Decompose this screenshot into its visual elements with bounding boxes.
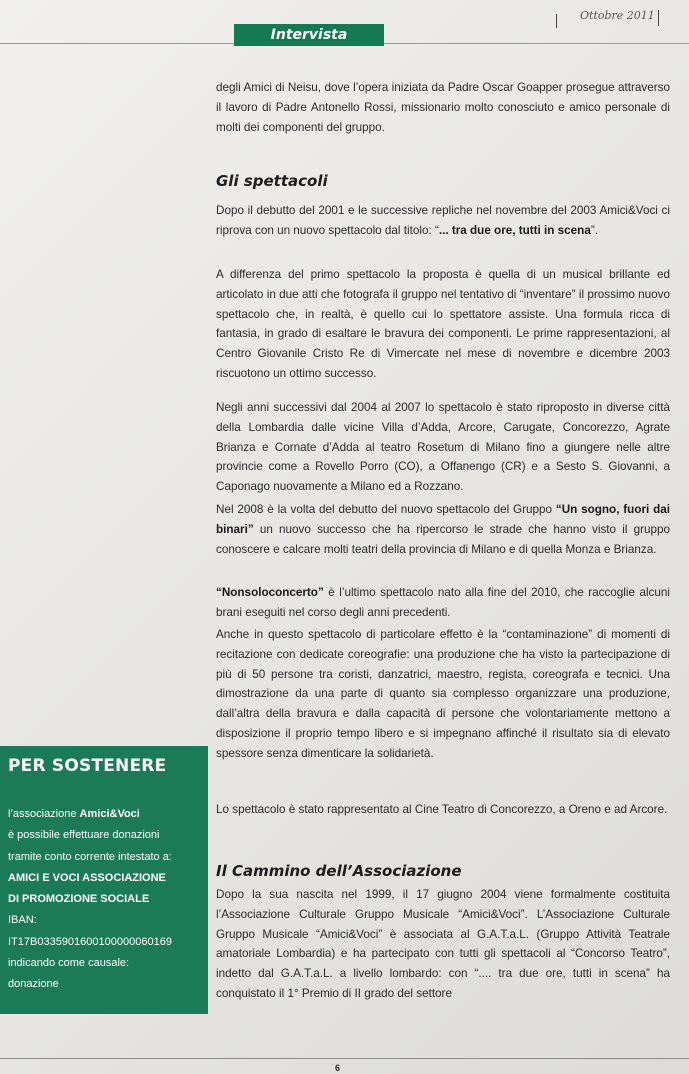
show-title: “Un sogno, fuori dai binari”: [216, 503, 670, 536]
iban-label: IBAN:: [8, 914, 37, 927]
support-body: [8, 804, 206, 996]
spettacoli-paragraph-1: Dopo il debutto del 2001 e le successive repliche nel novembre del 2003 Amici&Voci ci riprova con un nuovo spettacolo dal titolo: “... tra due ore, tutti in scena”.: [216, 204, 670, 237]
heading-spettacoli: Gli spettacoli: [216, 172, 328, 190]
spettacoli-paragraph-7: Lo spettacolo è stato rappresentato al Cine Teatro di Concorezzo, a Oreno e ad Arcore.: [216, 803, 668, 816]
header-divider: [658, 10, 659, 26]
iban-value: IT17B0335901600100000060169: [8, 935, 172, 948]
cammino-paragraph-1: Dopo la sua nascita nel 1999, il 17 giugno 2004 viene formalmente costituita l’Associazione Culturale Gruppo Musicale “Amici&Voci”. L’Associazione Culturale Gruppo Musicale “Amici&Voci” è associata al G.A.T.a.L. (Gruppo Attività Teatrale amatoriale Lombardia) e ha partecipato con tutti gli spettacoli al “Concorso Teatro”, indetto dal G.A.T.a.L. a livello lombardo: con “.... tra due ore, tutti in scena” ha conquistato il 1° Premio di II grado del settore: [216, 888, 670, 1000]
support-line: l’associazione Amici&Voci: [8, 808, 140, 820]
support-title: PER SOSTENERE: [8, 756, 167, 776]
donation-reason: donazione: [8, 978, 59, 991]
footer-rule: [0, 1058, 689, 1059]
show-title: “Nonsoloconcerto”: [216, 586, 324, 599]
support-line: è possibile effettuare donazioni: [8, 829, 160, 842]
page-number: 6: [335, 1063, 341, 1073]
support-box: [0, 746, 208, 1014]
issue-date: Ottobre 2011: [580, 9, 655, 22]
heading-cammino: Il Cammino dell’Associazione: [216, 862, 462, 880]
account-holder: DI PROMOZIONE SOCIALE: [8, 893, 150, 906]
support-line: indicando come causale:: [8, 957, 130, 970]
header-divider: [556, 14, 557, 28]
show-title: ... tra due ore, tutti in scena: [438, 223, 591, 237]
support-line: tramite conto corrente intestato a:: [8, 850, 172, 863]
account-holder: AMICI E VOCI ASSOCIAZIONE: [8, 871, 166, 884]
spettacoli-paragraph-2: A differenza del primo spettacolo la proposta è quella di un musical brillante ed articolato in due atti che fotografa il gruppo nel tentativo di “inventare” il prossimo nuovo spettacolo che, in realtà, è quello cui lo spettatore assiste. Una formula ricca di fantasia, in grado di esaltare le bravura dei componenti. Le prime rappresentazioni, al Centro Giovanile Cristo Re di Vimercate nel mese di novembre e dicembre 2003 riscuotono un ottimo successo.: [216, 268, 670, 380]
intro-paragraph: degli Amici di Neisu, dove l’opera iniziata da Padre Oscar Goapper prosegue attraverso il lavoro di Padre Antonello Rossi, missionario molto conosciuto e amico personale di molti dei componenti del gruppo.: [216, 81, 670, 134]
spettacoli-paragraph-6: Anche in questo spettacolo di particolare effetto è la “contaminazione” di momenti di recitazione con dedicate coreografie: una produzione che ha visto la partecipazione di più di 50 persone tra coristi, danzatrici, maestro, regista, coreografa e tecnici. Una dimostrazione da una parte di quanto sia complesso organizzare una produzione, dall’altra della bravura e dalla capacità di persone che volontariamente mettono a disposizione il proprio tempo libero e si impegnano affinché il risultato sia di elevato spessore senza dimenticare la solidarietà.: [216, 628, 670, 760]
section-label: Intervista: [234, 24, 384, 46]
spettacoli-paragraph-4: Nel 2008 è la volta del debutto del nuovo spettacolo del Gruppo “Un sogno, fuori dai binari” un nuovo successo che ha ripercorso le strade che hanno visto il gruppo conoscere e calcare molti teatri della provincia di Milano e di quella Monza e Brianza.: [216, 503, 670, 556]
spettacoli-paragraph-3: Negli anni successivi dal 2004 al 2007 lo spettacolo è stato riproposto in diverse città della Lombardia dalle vicine Villa d’Adda, Arcore, Carugate, Concorezzo, Agrate Brianza e Cornate d’Adda al teatro Rosetum di Milano fino a giungere nelle altre provincie come a Rovello Porro (CO), a Offanengo (CR) e a Sesto S. Giovanni, a Caponago nuovamente a Milano ed a Rozzano.: [216, 401, 670, 494]
spettacoli-paragraph-5: “Nonsoloconcerto” è l’ultimo spettacolo nato alla fine del 2010, che raccoglie alcuni brani eseguiti nel corso degli anni precedenti.: [216, 586, 670, 619]
